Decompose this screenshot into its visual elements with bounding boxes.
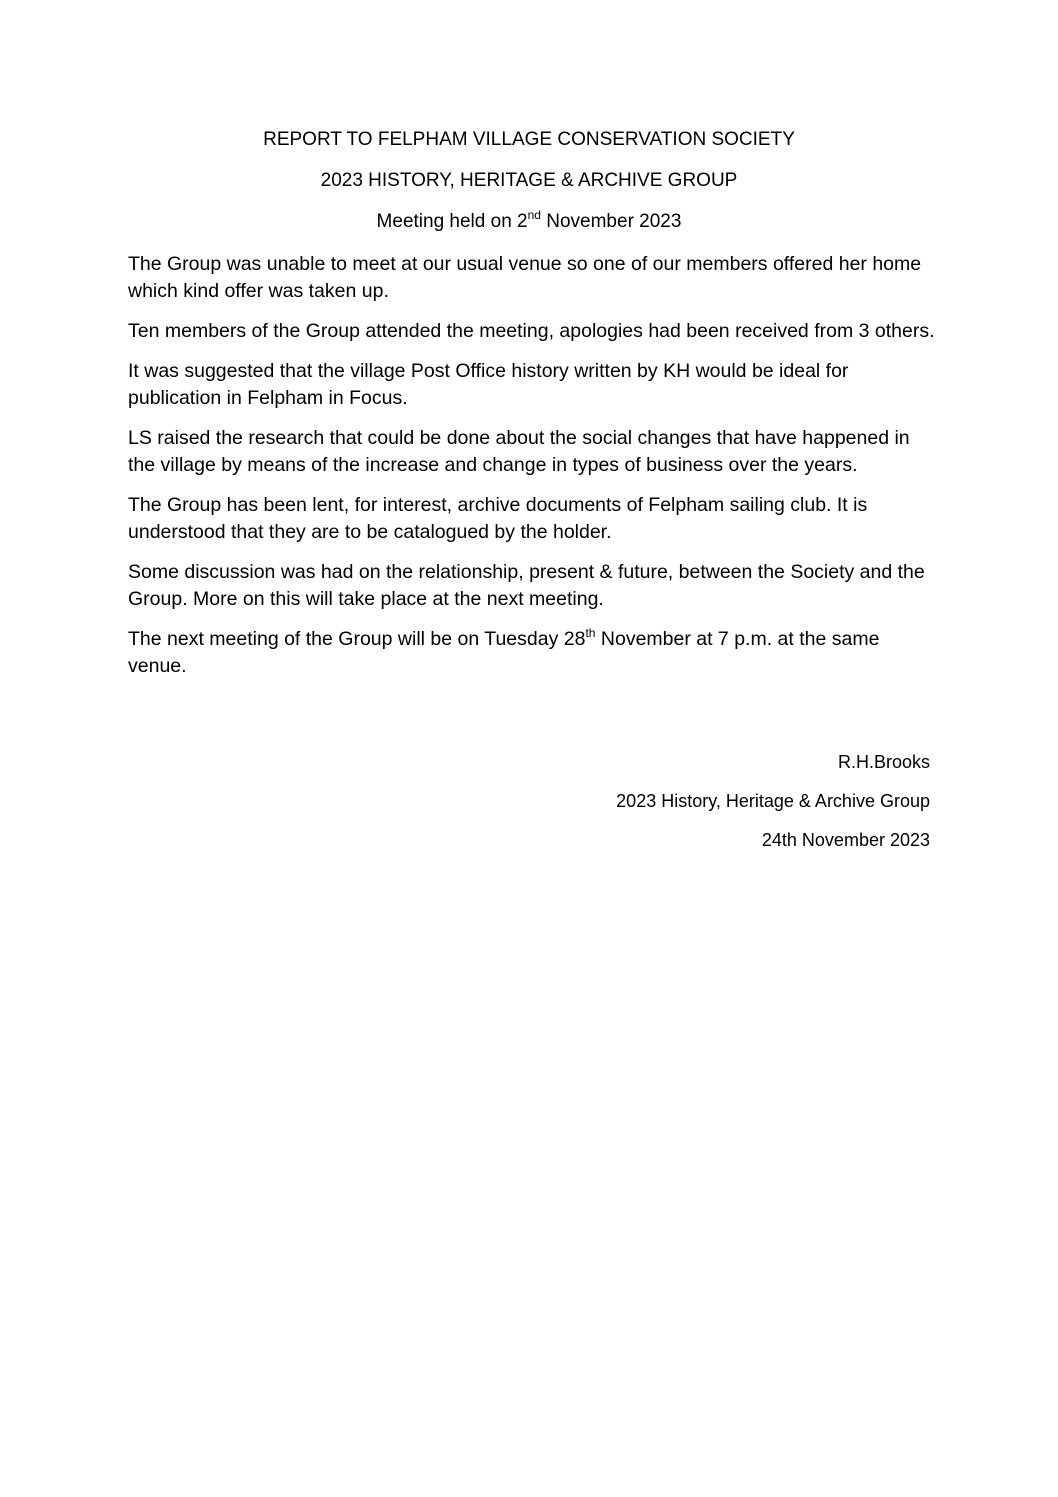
next-meeting-suffix: November at 7 p.m. at the same venue. xyxy=(128,628,880,677)
paragraph-venue: The Group was unable to meet at our usual venue so one of our members offered her home which kind offer was taken up. xyxy=(128,253,922,302)
report-title: REPORT TO FELPHAM VILLAGE CONSERVATION SOCIETY xyxy=(263,129,795,150)
paragraph-research: LS raised the research that could be done about the social changes that have happened in the village by means of the increase and change in types of business over the years. xyxy=(128,427,910,476)
meeting-date-prefix: Meeting held on 2 xyxy=(376,211,528,232)
meeting-date-ordinal: nd xyxy=(527,207,541,222)
meeting-date-suffix: November 2023 xyxy=(540,211,682,232)
signature-group: 2023 History, Heritage & Archive Group xyxy=(616,791,930,811)
paragraph-sailing-club: The Group has been lent, for interest, archive documents of Felpham sailing club. It is understood that they are to be catalogued by the holder. xyxy=(128,494,868,543)
paragraph-next-meeting xyxy=(128,626,938,680)
paragraph-relationship: Some discussion was had on the relationship, present & future, between the Society and the Group. More on this will take place at the next meeting. xyxy=(128,561,925,610)
next-meeting-prefix: The next meeting of the Group will be on Tuesday 28 xyxy=(128,628,586,650)
signature-name: R.H.Brooks xyxy=(837,752,930,772)
paragraph-attendance: Ten members of the Group attended the meeting, apologies had been received from 3 others. xyxy=(128,320,935,342)
meeting-date xyxy=(0,207,1058,234)
group-title: 2023 HISTORY, HERITAGE & ARCHIVE GROUP xyxy=(320,170,738,191)
paragraph-post-office: It was suggested that the village Post Office history written by KH would be ideal for publication in Felpham in Focus. xyxy=(128,360,849,409)
signature-date: 24th November 2023 xyxy=(761,830,930,850)
report-body xyxy=(128,251,938,693)
next-meeting-ordinal: th xyxy=(585,625,596,640)
